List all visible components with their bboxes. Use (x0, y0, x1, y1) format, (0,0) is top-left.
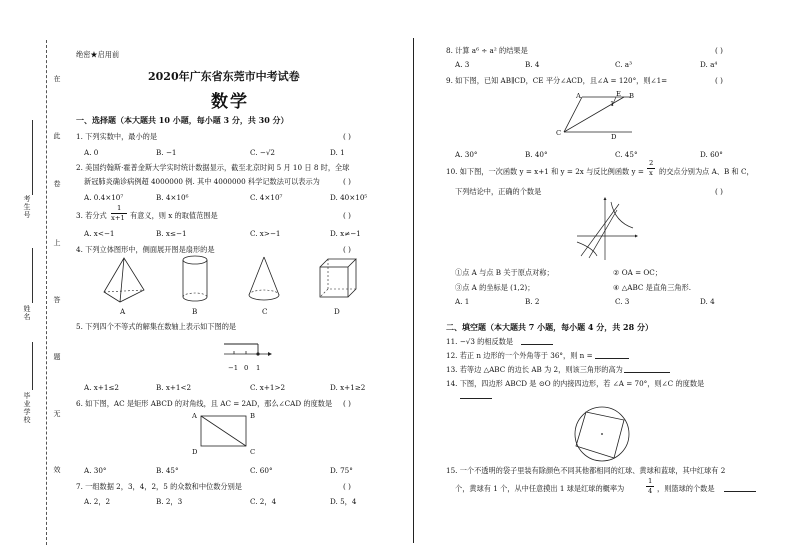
numline-tick-label: 1 (256, 364, 261, 372)
question-10-a: 10. 如下图，一次函数 y = x+1 和 y = 2x 与反比例函数 y = (446, 167, 644, 176)
question-9: 9. 如下图，已知 AB∥CD，CE 平分∠ACD，且∠A = 120°，则∠1= (446, 76, 668, 85)
answer-paren[interactable]: ( ) (343, 211, 351, 220)
number-line-figure (222, 340, 272, 362)
q10-statement-1: ①点 A 与点 B 关于原点对称； (455, 268, 554, 277)
q7-option[interactable]: D. 5，4 (330, 497, 357, 506)
secret-label: 绝密★启用前 (76, 50, 120, 59)
answer-paren[interactable]: ( ) (715, 46, 723, 55)
point-label: C (556, 129, 562, 137)
question-6: 6. 如下图，AC 是矩形 ABCD 的对角线，且 AC = 2AD，那么∠CAD 的度数是 (76, 399, 333, 408)
margin-char: 上 (53, 239, 61, 247)
q2-option[interactable]: D. 40×10⁵ (330, 193, 368, 202)
q5-option[interactable]: D. x+1≥2 (330, 383, 366, 392)
margin-char: 答 (53, 296, 61, 304)
cube-figure[interactable] (318, 257, 358, 301)
pyramid-figure[interactable] (100, 256, 148, 304)
q10-option[interactable]: B. 2 (525, 297, 540, 306)
answer-paren[interactable]: ( ) (343, 482, 351, 491)
q3-option[interactable]: A. x<−1 (84, 229, 115, 238)
question-11: 11. −√3 的相反数是 (446, 337, 514, 346)
point-label: B (250, 412, 255, 420)
answer-paren[interactable]: ( ) (343, 177, 351, 186)
question-7: 7. 一组数据 2，3，4，2，5 的众数和中位数分别是 (76, 482, 242, 491)
q6-option[interactable]: D. 75° (330, 466, 353, 475)
q2-option[interactable]: A. 0.4×10⁷ (84, 193, 124, 202)
question-2-line1: 2. 美国约翰斯·霍普金斯大学实时统计数据显示，截至北京时间 5 月 10 日 8 时，全球 (76, 163, 350, 172)
q15-fraction-den: 4 (648, 487, 653, 495)
point-label: C (250, 448, 256, 456)
q13-answer-blank[interactable] (624, 372, 670, 373)
q10-statement-4: ④ △ABC 是直角三角形. (613, 283, 692, 292)
q10-statement-3: ③点 A 的坐标是 (1,2)； (455, 283, 535, 292)
q9-option[interactable]: D. 60° (700, 150, 723, 159)
q4-option-label[interactable]: B (192, 307, 198, 316)
q10-fraction-den: x (649, 169, 653, 177)
margin-char: 无 (53, 410, 61, 418)
point-label: E (616, 90, 621, 98)
q6-option[interactable]: A. 30° (84, 466, 107, 475)
q7-option[interactable]: A. 2，2 (84, 497, 111, 506)
question-8: 8. 计算 a⁶ ÷ a² 的结果是 (446, 46, 528, 55)
margin-char: 在 (53, 75, 61, 83)
q10-fraction-num: 2 (649, 159, 654, 167)
q8-option[interactable]: C. a³ (615, 60, 632, 69)
question-3-a: 3. 若分式 (76, 211, 107, 220)
exam-no-label: 考生号 (23, 195, 31, 219)
answer-paren[interactable]: ( ) (715, 187, 723, 196)
point-label: A (192, 412, 197, 420)
question-12: 12. 若正 n 边形的一个外角等于 36°，则 n = (446, 351, 593, 360)
q10-statement-2: ② OA = OC； (613, 268, 662, 277)
numline-tick-label: 0 (244, 364, 249, 372)
q3-option[interactable]: B. x≤−1 (156, 229, 187, 238)
point-label: D (192, 448, 198, 456)
q9-option[interactable]: A. 30° (455, 150, 478, 159)
q9-option[interactable]: C. 45° (615, 150, 638, 159)
q6-option[interactable]: C. 60° (250, 466, 273, 475)
q6-option[interactable]: B. 45° (156, 466, 179, 475)
question-15-line2: 个，黄球有 1 个，从中任意摸出 1 球是红球的概率为 (455, 484, 625, 493)
angle-label: 1 (610, 100, 615, 108)
q4-option-label[interactable]: D (334, 307, 340, 316)
school-line[interactable] (32, 342, 33, 390)
q11-answer-blank[interactable] (521, 344, 553, 345)
q7-option[interactable]: B. 2，3 (156, 497, 183, 506)
rectangle-abcd-figure (200, 415, 250, 449)
margin-char: 题 (53, 353, 61, 361)
margin-char: 效 (53, 466, 61, 474)
q1-option[interactable]: D. 1 (330, 148, 345, 157)
section-1-heading: 一、选择题（本大题共 10 小题，每小题 3 分，共 30 分） (76, 115, 289, 125)
question-13: 13. 若等边 △ABC 的边长 AB 为 2，则该三角形的高为 (446, 365, 623, 374)
q8-option[interactable]: D. a⁴ (700, 60, 718, 69)
margin-char: 卷 (53, 180, 61, 188)
question-15-line1: 15. 一个不透明的袋子里装有除颜色不同其他都相同的红球、黄球和蓝球，其中红球有 2 (446, 466, 726, 475)
name-label: 姓名 (23, 305, 31, 321)
q10-option[interactable]: C. 3 (615, 297, 630, 306)
question-10-b: 的交点分别为点 A、B 和 C， (659, 167, 754, 176)
point-label: D (611, 133, 617, 141)
parallel-lines-figure (560, 92, 635, 138)
question-10-c: 下列结论中，正确的个数是 (455, 187, 542, 196)
margin-char: 此 (53, 132, 61, 140)
point-label: A (576, 92, 581, 100)
q9-option[interactable]: B. 40° (525, 150, 548, 159)
section-2-heading: 二、填空题（本大题共 7 小题，每小题 4 分，共 28 分） (446, 322, 653, 332)
q12-answer-blank[interactable] (595, 358, 629, 359)
q2-option[interactable]: C. 4×10⁷ (250, 193, 283, 202)
question-5: 5. 下列四个不等式的解集在数轴上表示如下图的是 (76, 322, 237, 331)
q5-option[interactable]: B. x+1<2 (156, 383, 192, 392)
subject-title: 数学 (211, 92, 249, 112)
q7-option[interactable]: C. 2，4 (250, 497, 277, 506)
question-15-line2-end: ，则篮球的个数是 (657, 484, 715, 493)
inscribed-quadrilateral-figure (568, 402, 636, 464)
question-14: 14. 下图，四边形 ABCD 是 ⊙O 的内接四边形，若 ∠A = 70°，则∠C 的度数是 (446, 379, 705, 388)
column-divider (413, 38, 414, 543)
q14-answer-blank[interactable] (460, 398, 492, 399)
q10-option[interactable]: D. 4 (700, 297, 715, 306)
question-3-b: 有意义，则 x 的取值范围是 (130, 211, 218, 220)
q5-option[interactable]: C. x+1>2 (250, 383, 286, 392)
q3-fraction-den: x+1 (111, 214, 125, 222)
point-label: B (629, 92, 634, 100)
school-label: 毕业学校 (23, 392, 31, 424)
exam-title: 2020年广东省东莞市中考试卷 (148, 70, 300, 83)
q5-option[interactable]: A. x+1≤2 (84, 383, 120, 392)
question-2-line2: 新冠肺炎确诊病例超 4000000 例. 其中 4000000 科学记数法可以表示为 (84, 177, 320, 186)
answer-paren[interactable]: ( ) (343, 132, 351, 141)
q8-option[interactable]: B. 4 (525, 60, 540, 69)
q3-option[interactable]: D. x≠−1 (330, 229, 361, 238)
question-4: 4. 下列立体图形中，侧面展开图是扇形的是 (76, 245, 215, 254)
name-line[interactable] (32, 248, 33, 303)
function-graph-figure (575, 196, 639, 262)
answer-paren[interactable]: ( ) (343, 399, 351, 408)
q1-option[interactable]: C. −√2 (250, 148, 275, 157)
q4-option-label[interactable]: A (120, 307, 126, 316)
q4-option-label[interactable]: C (262, 307, 268, 316)
answer-paren[interactable]: ( ) (715, 76, 723, 85)
q3-fraction-num: 1 (117, 204, 122, 212)
q15-fraction-num: 1 (648, 477, 653, 485)
cone-figure[interactable] (246, 255, 282, 303)
binding-dashed-line (46, 40, 47, 545)
numline-tick-label: −1 (228, 364, 239, 372)
cylinder-figure[interactable] (180, 255, 210, 303)
q8-option[interactable]: A. 3 (455, 60, 470, 69)
question-1: 1. 下列实数中，最小的是 (76, 132, 158, 141)
q15-answer-blank[interactable] (724, 491, 756, 492)
answer-paren[interactable]: ( ) (343, 245, 351, 254)
exam-no-line[interactable] (32, 120, 33, 195)
q10-option[interactable]: A. 1 (455, 297, 470, 306)
q2-option[interactable]: B. 4×10⁶ (156, 193, 189, 202)
q1-option[interactable]: B. −1 (156, 148, 177, 157)
q1-option[interactable]: A. 0 (84, 148, 99, 157)
q3-option[interactable]: C. x>−1 (250, 229, 281, 238)
